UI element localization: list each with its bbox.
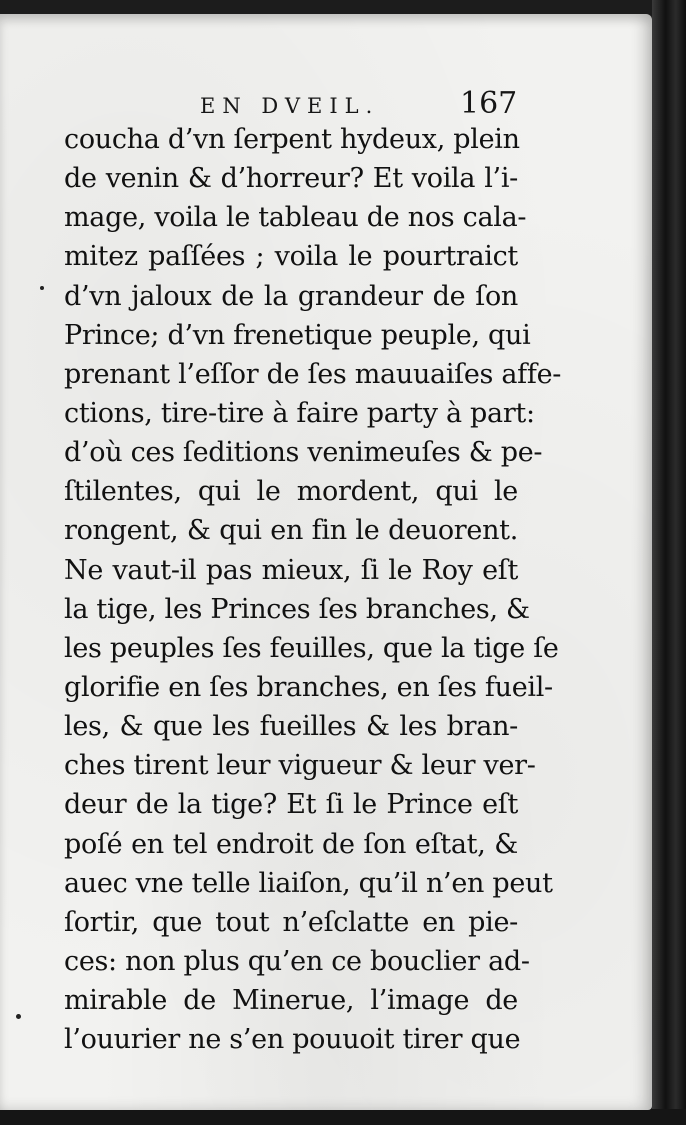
- text-line: d’où ces ſeditions venimeuſes & pe-: [64, 437, 543, 469]
- text-line: ctions, tire-tire à faire party à part:: [64, 397, 535, 429]
- text-line: d’vn jaloux de la grandeur de ſon: [64, 280, 518, 312]
- body-text: [64, 120, 562, 1059]
- text-line: l’ouurier ne s’en pouuoit tirer que: [64, 1024, 521, 1056]
- text-line: rongent, & qui en fin le deuorent.: [64, 515, 518, 547]
- text-line: mirable de Minerue, l’image de: [64, 985, 518, 1017]
- text-line: auec vne telle liaiſon, qu’il n’en peut: [64, 867, 553, 899]
- text-line: mage, voila le tableau de nos cala-: [64, 202, 527, 234]
- text-line: prenant l’eſſor de ſes mauuaiſes affe-: [64, 358, 562, 390]
- book-fore-edge: [652, 0, 686, 1125]
- text-line: coucha d’vn ſerpent hydeux, plein: [64, 124, 520, 155]
- text-line: ſortir, que tout n’eſclatte en pie-: [64, 906, 518, 938]
- text-line: de venin & d’horreur? Et voila l’i-: [64, 163, 518, 195]
- page-number: 167: [460, 86, 518, 121]
- text-line: la tige, les Princes ſes branches, &: [64, 593, 530, 625]
- text-line: Prince; d’vn frenetique peuple, qui: [64, 319, 531, 351]
- ink-speck: [16, 1014, 21, 1019]
- book-bottom-edge: [0, 1109, 686, 1125]
- running-head: EN DVEIL.: [200, 94, 380, 118]
- text-line: ſtilentes, qui le mordent, qui le: [64, 476, 518, 508]
- text-line: ches tirent leur vigueur & leur ver-: [64, 750, 536, 782]
- text-line: les peuples ſes feuilles, que la tige ſe: [64, 632, 559, 664]
- text-line: deur de la tige? Et ſi le Prince eſt: [64, 789, 518, 821]
- book-page: [0, 14, 652, 1110]
- text-line: les, & que les fueilles & les bran-: [64, 711, 518, 743]
- text-line: glorifie en ſes branches, en ſes fueil-: [64, 671, 553, 703]
- text-line: poſé en tel endroit de ſon eſtat, &: [64, 828, 518, 860]
- text-line: ces: non plus qu’en ce bouclier ad-: [64, 945, 530, 977]
- text-line: Ne vaut-il pas mieux, ſi le Roy eſt: [64, 554, 518, 586]
- text-line: mitez paſſées ; voila le pourtraict: [64, 241, 518, 273]
- ink-speck: [40, 286, 44, 290]
